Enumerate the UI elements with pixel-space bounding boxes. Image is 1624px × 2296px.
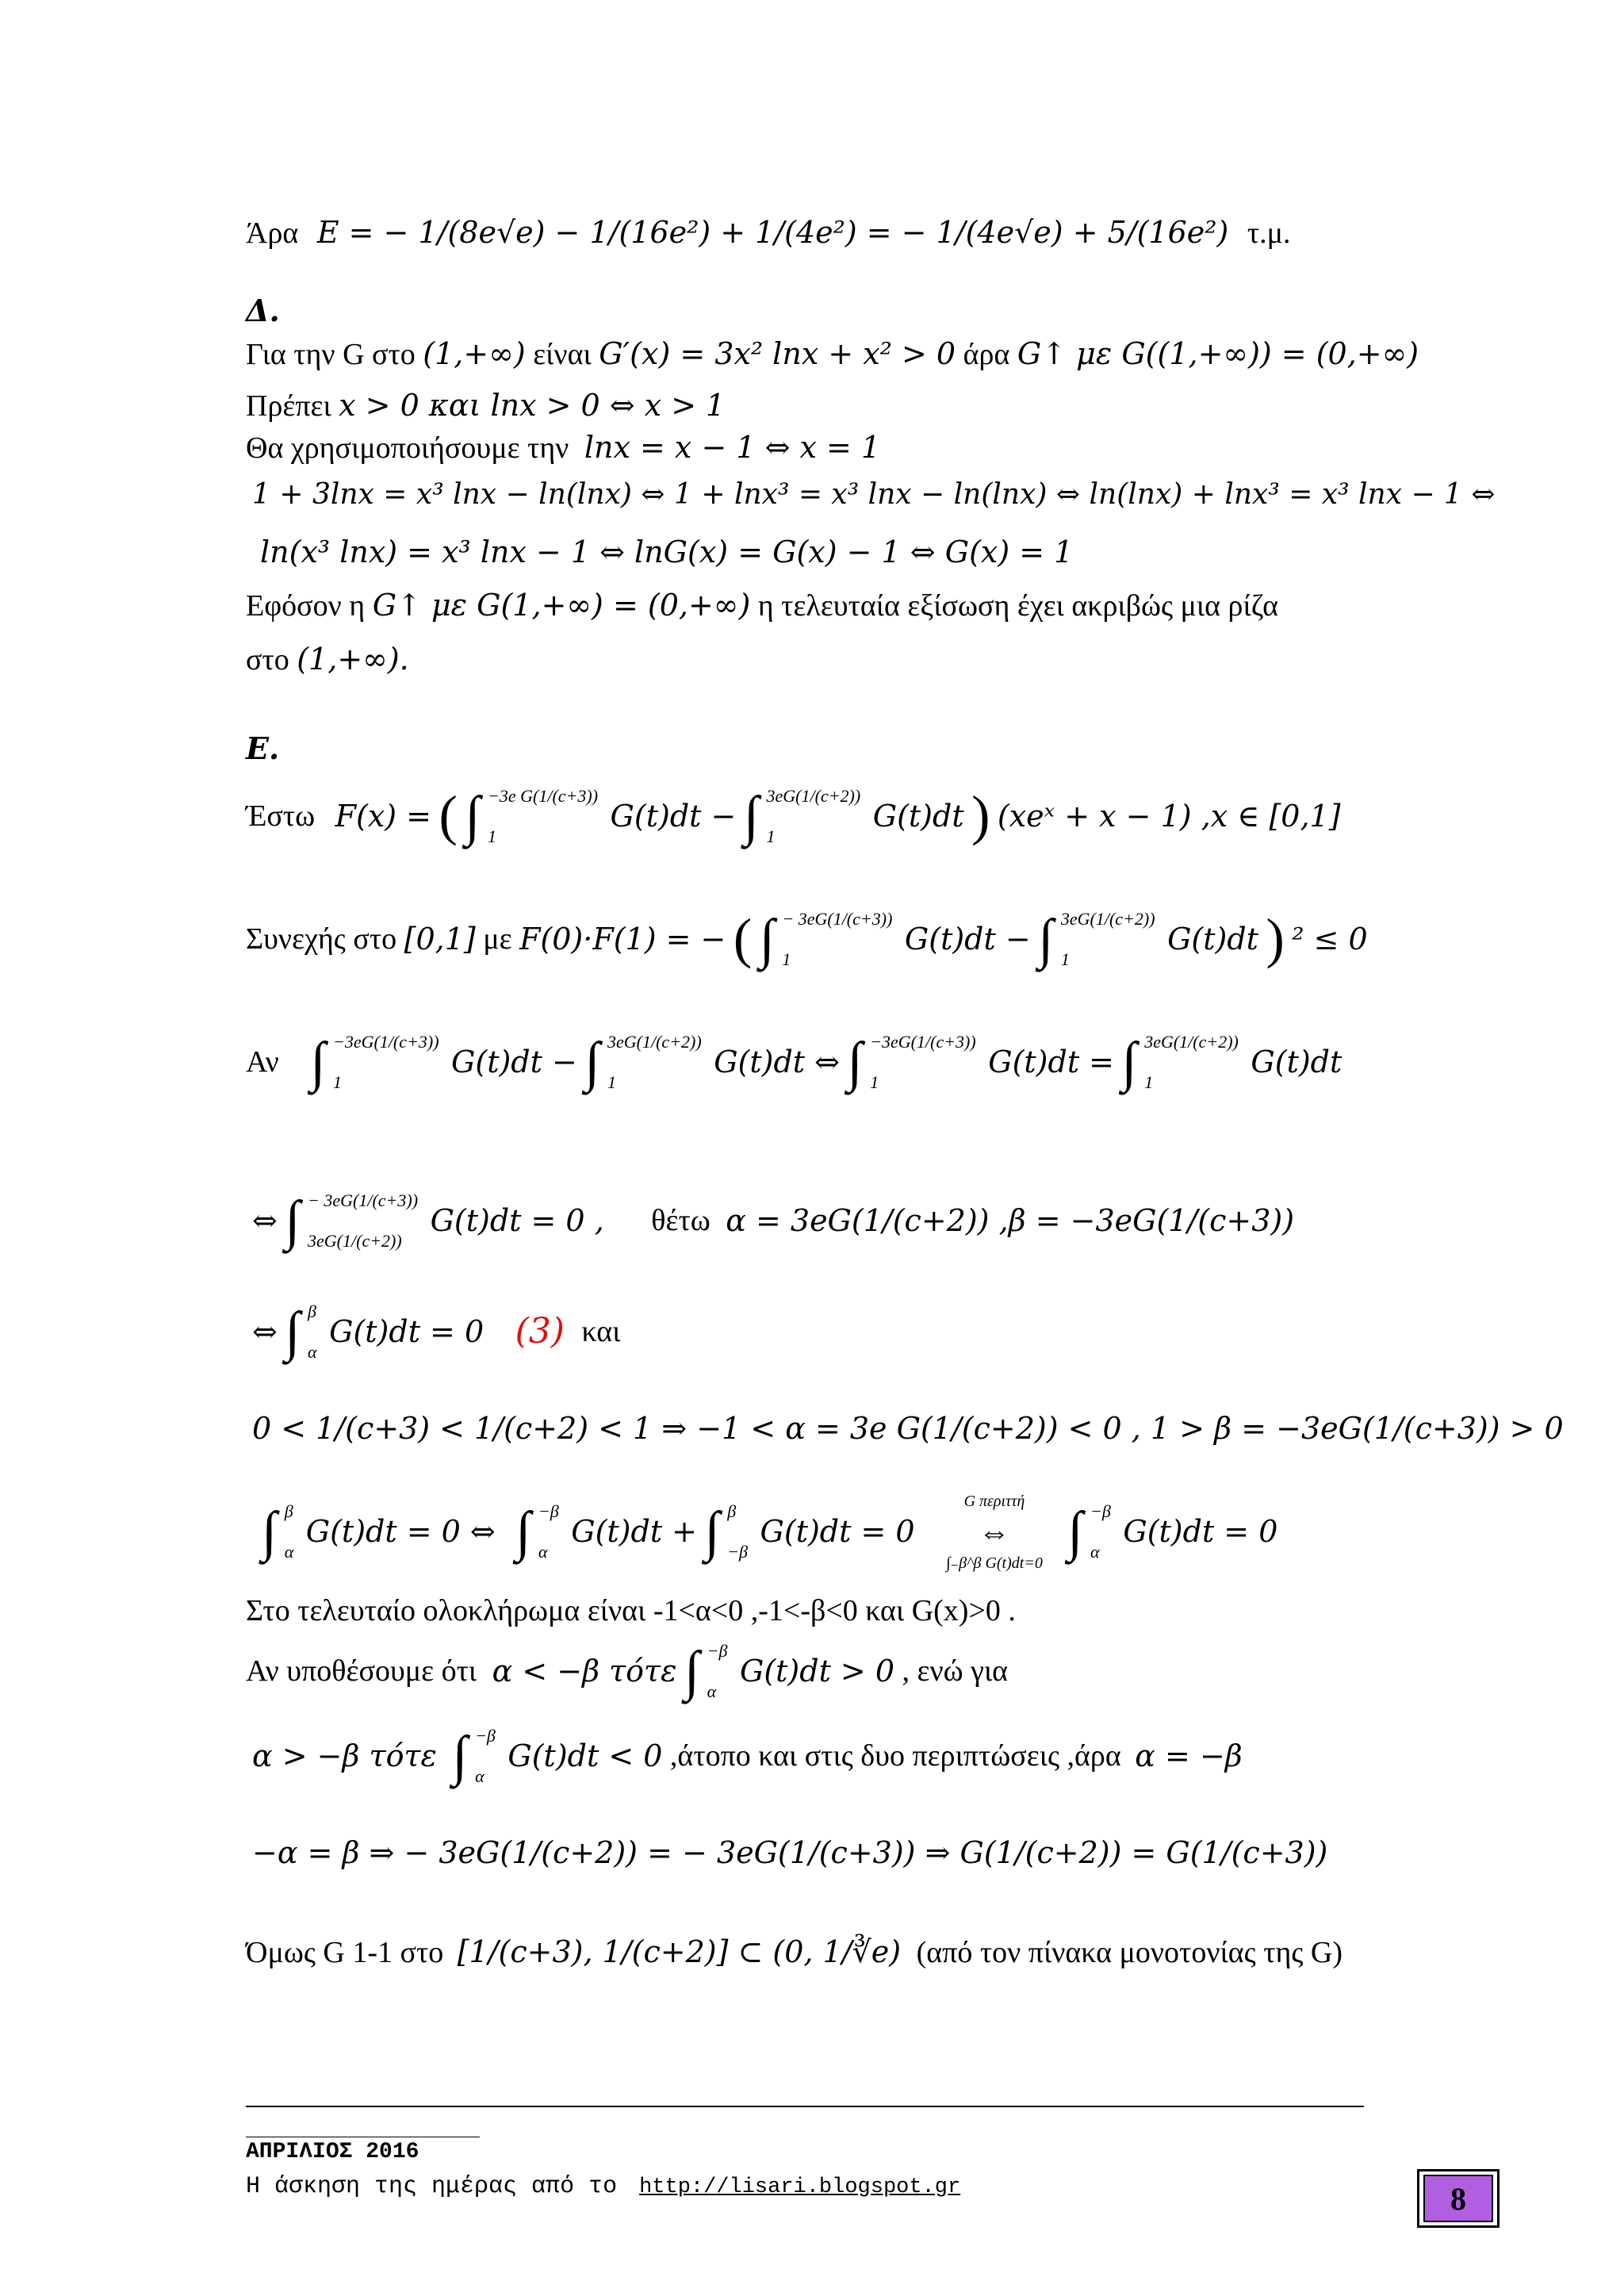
line-3 (246, 389, 725, 424)
unit-label: τ.μ. (1247, 217, 1291, 250)
integral-sign: ∫ (743, 785, 760, 847)
integral-limits: −3e G(1/(c+3)) 1 (488, 786, 599, 846)
line-19: −α = β ⇒ − 3eG(1/(c+2)) = − 3eG(1/(c+3)) ⇒ G(1/(c+2)) = G(1/(c+3)) (252, 1835, 1328, 1870)
text: Πρέπει (246, 389, 331, 423)
math-expression: E = − 1/(8e√e) − 1/(16e²) + 1/(4e²) = − 1/(4e√e) + 5/(16e²) (316, 215, 1229, 250)
text: στο (246, 643, 289, 677)
equiv-symbol: ⇔ (252, 1313, 278, 1349)
integral-sign: ∫ (310, 1031, 326, 1093)
justification-note: G περιττή ⇔ ∫₋β^β G(t)dt=0 (946, 1493, 1043, 1572)
integral-sign: ∫ (1121, 1031, 1137, 1093)
math: G(t)dt + (571, 1514, 698, 1550)
paren-close: ) (1266, 908, 1285, 970)
line-20 (246, 1935, 1342, 1971)
text: Εφόσον η (246, 589, 366, 623)
integral-limits: −β α (538, 1501, 559, 1562)
integral-limits: −3eG(1/(c+3)) 1 (333, 1032, 439, 1092)
equiv-symbol: ⇔ (252, 1202, 278, 1238)
integral-sign: ∫ (1067, 1501, 1083, 1562)
text: , ενώ για (902, 1654, 1009, 1688)
math: α > −β τότε (252, 1738, 437, 1773)
line-8 (246, 642, 409, 678)
text: ,άτοπο και στις δυο περιπτώσεις ,άρα (669, 1738, 1121, 1773)
line-5: 1 + 3lnx = x³ lnx − ln(lnx) ⇔ 1 + lnx³ = x³ lnx − ln(lnx) ⇔ ln(lnx) + lnx³ = x³ lnx − 1 ⇔ (252, 478, 1496, 511)
math: ² ≤ 0 (1292, 921, 1368, 956)
text: Για την G στο (246, 338, 416, 371)
integral-limits: −β α (475, 1726, 496, 1786)
text: Όμως G 1-1 στο (246, 1936, 444, 1969)
integral-sign: ∫ (847, 1031, 863, 1093)
footer-source (246, 2173, 960, 2200)
math: G(t)dt = 0 (329, 1313, 485, 1349)
integral-sign: ∫ (285, 1190, 301, 1251)
math: F(x) = (335, 798, 432, 834)
math: [0,1] (404, 921, 476, 956)
line-16: Στο τελευταίο ολοκλήρωμα είναι -1<α<0 ,-1<-β<0 και G(x)>0 . (246, 1594, 1016, 1627)
math: G(t)dt (872, 798, 964, 834)
integral-sign: ∫ (285, 1301, 301, 1363)
integral-sign: ∫ (584, 1031, 600, 1093)
math: lnx = x − 1 ⇔ x = 1 (584, 430, 881, 465)
section-heading-e: Ε. (246, 730, 280, 766)
integral-sign: ∫ (759, 908, 775, 970)
math: α < −β τότε (492, 1653, 677, 1688)
text: Έστω (246, 799, 316, 833)
line-12 (252, 1190, 1294, 1252)
math: G(t)dt = (988, 1044, 1115, 1079)
integral-limits: − 3eG(1/(c+3)) 1 (782, 909, 893, 969)
integral-limits: β α (308, 1301, 317, 1362)
math: G(t)dt − (610, 798, 737, 834)
integral-sign: ∫ (515, 1501, 531, 1562)
integral-limits: − 3eG(1/(c+3)) 3eG(1/(c+2)) (308, 1190, 419, 1251)
line-7 (246, 588, 1278, 624)
text: άρα (963, 338, 1010, 371)
line-4 (246, 431, 880, 466)
line-18 (252, 1725, 1243, 1788)
text: (από τον πίνακα μονοτονίας της G) (916, 1936, 1342, 1969)
math: G(t)dt > 0 (739, 1653, 895, 1688)
integral-limits: 3eG(1/(c+2)) 1 (766, 786, 861, 846)
text: είναι (533, 338, 592, 371)
section-heading-delta: Δ. (246, 293, 280, 328)
math: α = 3eG(1/(c+2)) ,β = −3eG(1/(c+3)) (726, 1202, 1295, 1238)
footer-month: ΑΠΡΙΛΙΟΣ 2016 (246, 2140, 419, 2164)
math: G(t)dt (1167, 921, 1258, 956)
text: θέτω (651, 1203, 710, 1237)
integral-sign: ∫ (684, 1640, 700, 1702)
integral-limits: β α (284, 1501, 294, 1562)
math: G(t)dt = 0 (760, 1514, 915, 1550)
integral-sign: ∫ (452, 1725, 468, 1787)
math: G(t)dt < 0 (508, 1738, 663, 1773)
math: G(t)dt (1251, 1044, 1342, 1079)
source-link[interactable]: http://lisari.blogspot.gr (639, 2175, 961, 2199)
equation-reference: (3) (515, 1311, 565, 1352)
integral-limits: 3eG(1/(c+2)) 1 (1144, 1032, 1239, 1092)
line-9 (246, 785, 1341, 848)
text: και (581, 1314, 621, 1348)
integral-sign: ∫ (262, 1501, 278, 1562)
math: (1,+∞) (423, 336, 526, 371)
line-10 (246, 908, 1368, 971)
footer-divider (246, 2106, 1364, 2107)
paren-close: ) (971, 785, 990, 847)
text: Αν (246, 1045, 279, 1079)
math: (xeˣ + x − 1) ,x ∈ [0,1] (997, 798, 1341, 834)
source-text: Η άσκηση της ημέρας από το (246, 2173, 618, 2200)
math: G(t)dt = 0 (1123, 1514, 1278, 1550)
line-15 (262, 1491, 1277, 1573)
integral-limits: 3eG(1/(c+2)) 1 (1060, 909, 1155, 969)
math: G(t)dt − (904, 921, 1031, 956)
math: G↑ με G(1,+∞) = (0,+∞) (372, 588, 751, 623)
math: G↑ με G((1,+∞)) = (0,+∞) (1017, 336, 1419, 371)
line-17 (246, 1640, 1008, 1703)
line-11 (246, 1031, 1342, 1094)
math: G(t)dt − (451, 1044, 577, 1079)
math: G(t)dt ⇔ (714, 1044, 840, 1079)
integral-limits: β −β (727, 1501, 749, 1562)
line-6: ln(x³ lnx) = x³ lnx − 1 ⇔ lnG(x) = G(x) − 1 ⇔ G(x) = 1 (260, 535, 1074, 569)
line-13 (252, 1301, 620, 1363)
math: G(t)dt = 0 ⇔ (305, 1514, 496, 1550)
paren-open: ( (733, 908, 753, 970)
integral-sign: ∫ (704, 1501, 720, 1562)
paren-open: ( (439, 785, 458, 847)
page-number-badge (1417, 2169, 1500, 2228)
integral-sign: ∫ (465, 785, 481, 847)
text: η τελευταία εξίσωση έχει ακριβώς μια ρίζα (757, 589, 1278, 623)
math: [1/(c+3), 1/(c+2)] ⊂ (0, 1/∛e) (457, 1934, 902, 1969)
math: x > 0 και lnx > 0 ⇔ x > 1 (339, 388, 726, 423)
math: F(0)·F(1) = − (519, 921, 726, 956)
math: G′(x) = 3x² lnx + x² > 0 (599, 336, 956, 371)
text: με (483, 922, 512, 956)
integral-limits: −β α (707, 1641, 728, 1701)
text: Αν υποθέσουμε ότι (246, 1654, 477, 1688)
line-14: 0 < 1/(c+3) < 1/(c+2) < 1 ⇒ −1 < α = 3e G(1/(c+2)) < 0 , 1 > β = −3eG(1/(c+3)) > 0 (252, 1411, 1564, 1446)
page-number-inner (1423, 2175, 1493, 2222)
integral-limits: 3eG(1/(c+2)) 1 (607, 1032, 702, 1092)
page-number: 8 (1450, 2180, 1466, 2217)
integral-sign: ∫ (1038, 908, 1054, 970)
text: Συνεχής στο (246, 922, 397, 956)
math: G(t)dt = 0 , (430, 1202, 604, 1238)
text: Θα χρησιμοποιήσουμε την (246, 431, 569, 465)
integral-limits: −β α (1090, 1501, 1111, 1562)
math: α = −β (1135, 1738, 1243, 1773)
math: (1,+∞). (297, 642, 409, 677)
line-prefix: Άρα (246, 217, 299, 250)
line-area-result (246, 216, 1290, 251)
integral-limits: −3eG(1/(c+3)) 1 (870, 1032, 976, 1092)
line-2 (246, 337, 1419, 373)
